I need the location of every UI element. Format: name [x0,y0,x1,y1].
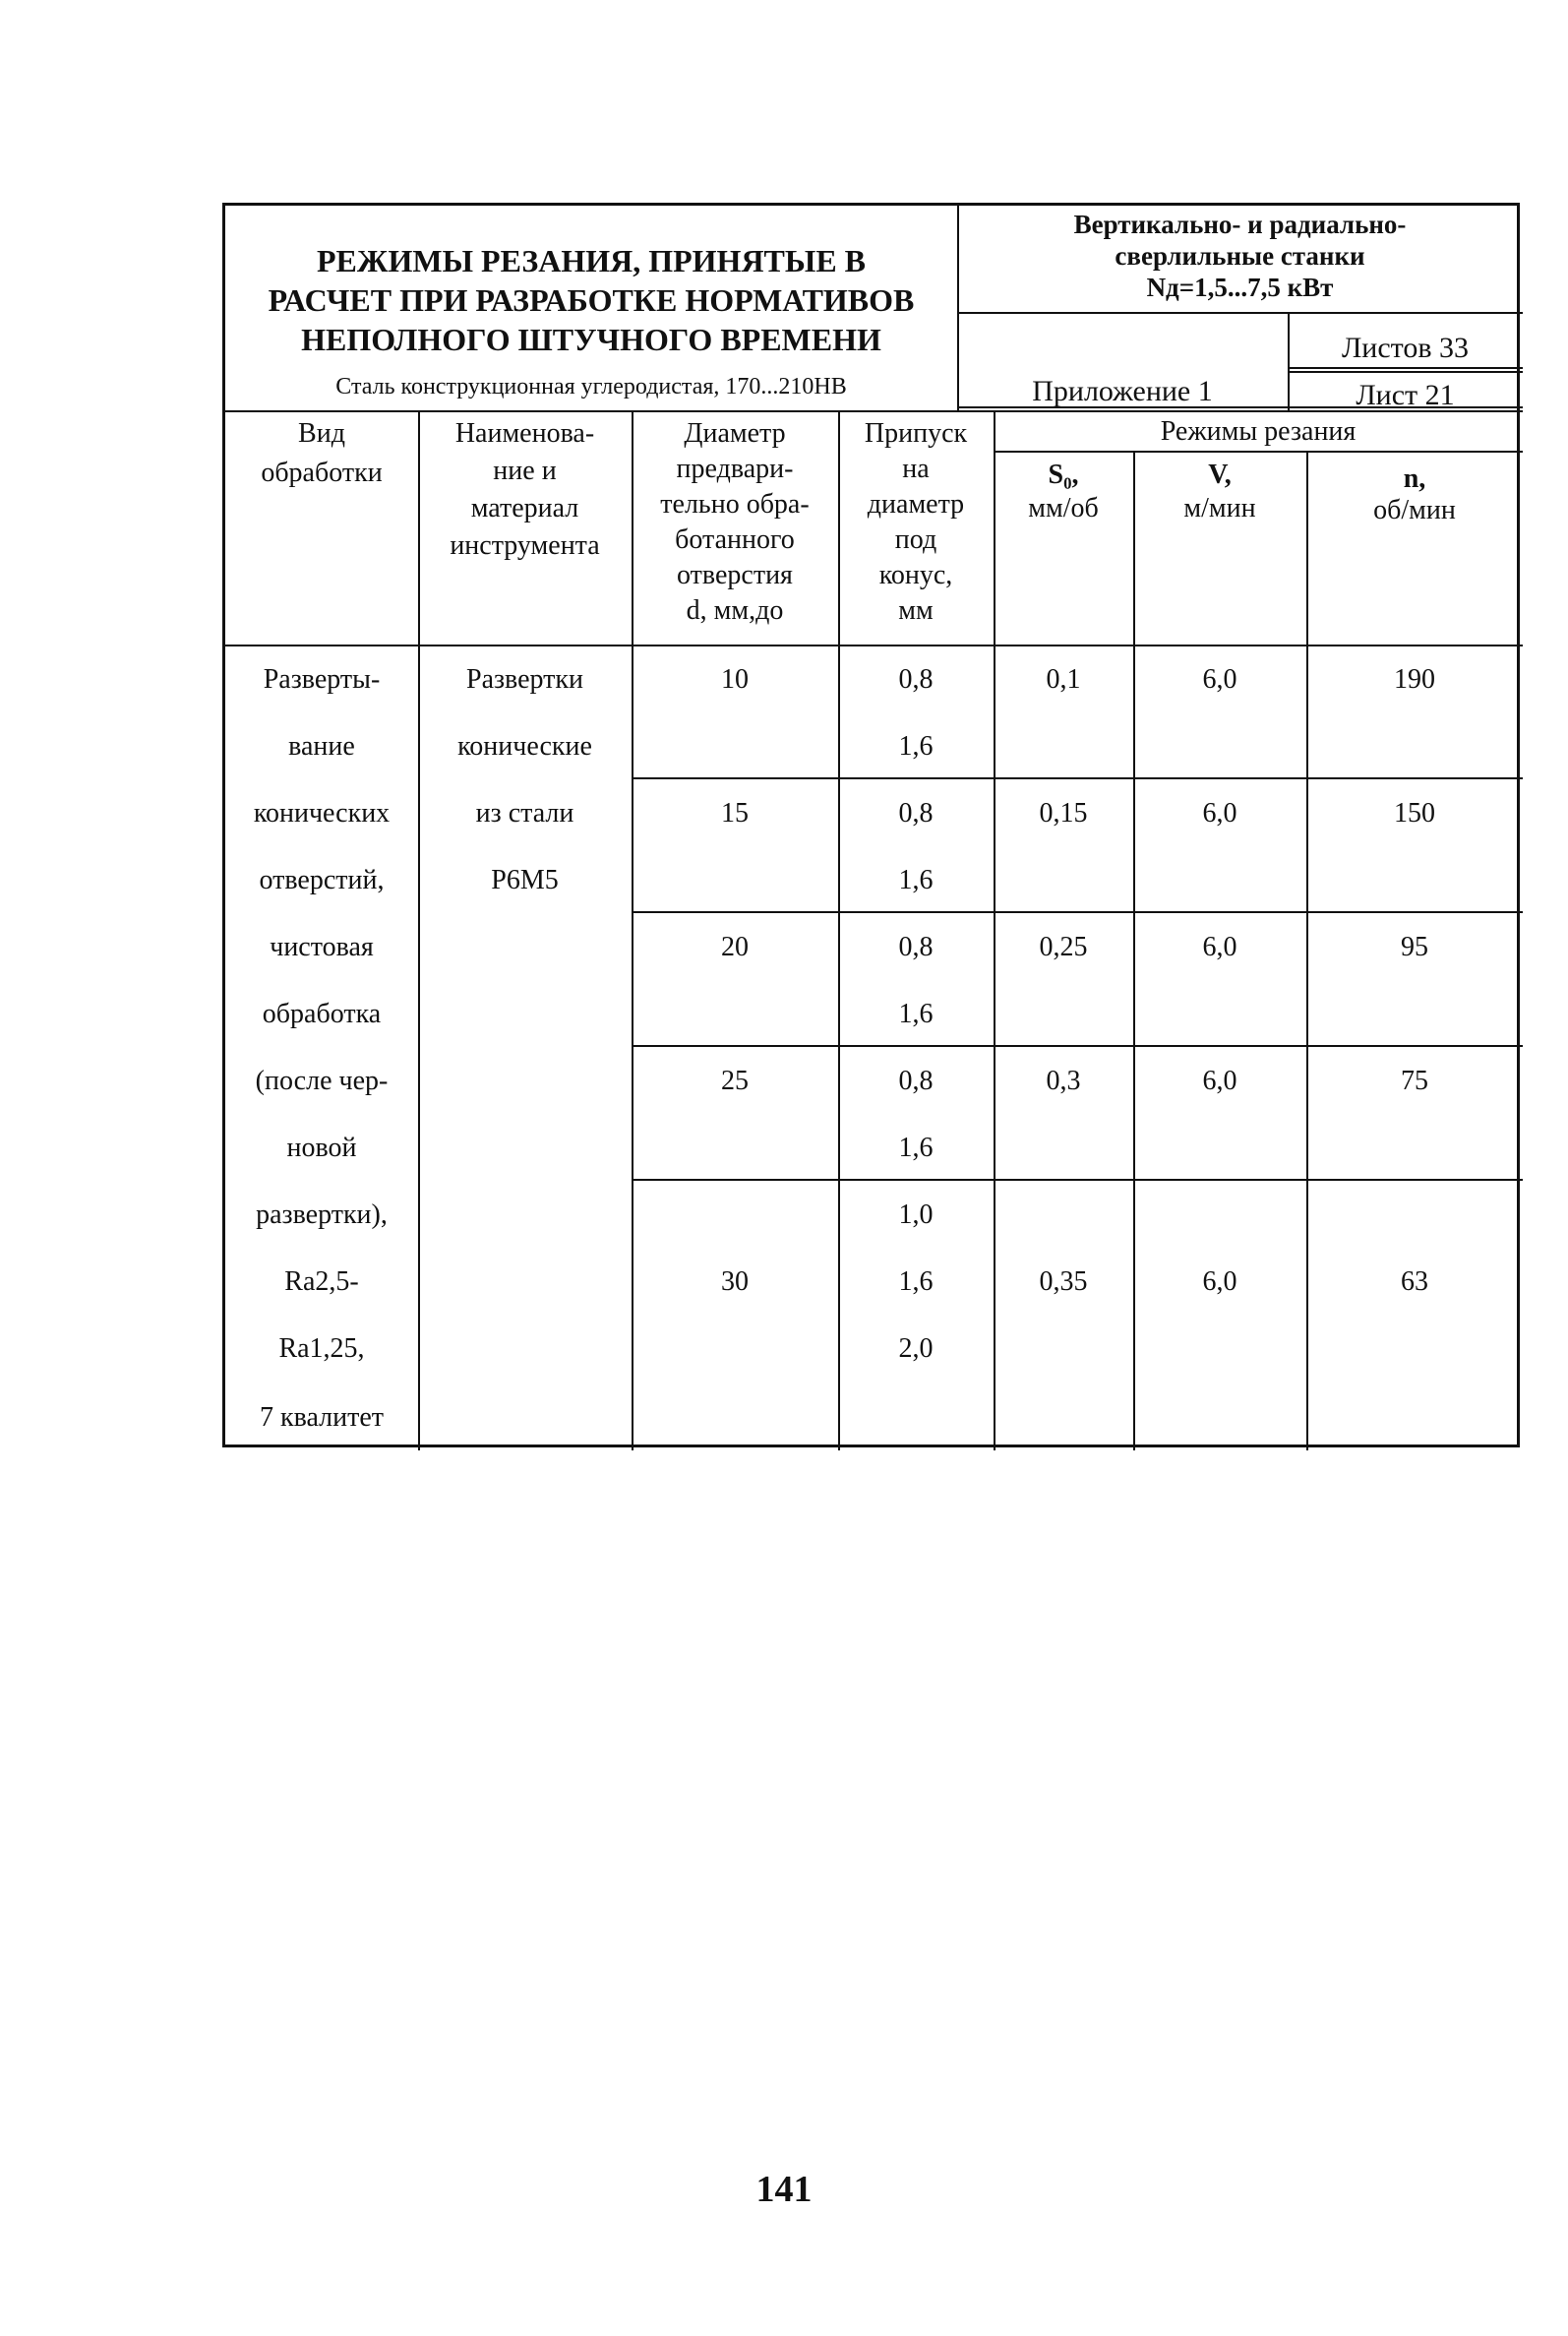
machine-line-1: Вертикально- и радиально- [1073,210,1407,239]
row-separator [632,777,1523,779]
row-diameter: 15 [721,798,749,829]
operation-line: чистовая [270,932,374,962]
column-divider [1306,451,1308,1450]
norms-table [222,203,1520,1447]
col-vid-line-1: Вид [298,418,345,449]
row-s0: 0,3 [1046,1066,1081,1096]
row-separator [632,911,1523,913]
row-v: 6,0 [1202,798,1237,829]
operation-line: Ra1,25, [278,1333,365,1364]
row-v: 6,0 [1202,1066,1237,1096]
column-divider [1133,451,1135,1450]
sheet-number: Лист 21 [1356,379,1455,411]
header-rule [1288,371,1523,373]
header-divider [1288,312,1290,410]
row-s0: 0,25 [1039,932,1088,962]
col-diam-line-6: d, мм,до [686,595,784,626]
col-diam-line-1: Диаметр [684,418,786,449]
row-allowance: 0,8 [898,932,934,962]
row-n: 150 [1394,798,1435,829]
col-tool-line-2: ние и [493,456,557,486]
machine-line-2: сверлильные станки [1115,241,1365,271]
row-allowance: 1,6 [898,1266,934,1297]
sheets-total: Листов 33 [1341,332,1470,364]
row-allowance: 1,6 [898,865,934,895]
col-v-symbol: V, [1208,460,1232,490]
row-s0: 0,35 [1039,1266,1088,1297]
col-tool-line-1: Наименова- [454,418,595,449]
operation-line: (после чер- [255,1066,389,1096]
operation-line: конических [253,798,391,829]
page-number: 141 [755,2169,813,2210]
col-allowance-line-2: на [902,454,930,484]
col-s0-symbol: S₀, [1048,460,1079,490]
col-tool-line-4: инструмента [450,530,600,561]
tool-line: Р6М5 [491,865,559,895]
column-divider [632,410,633,1450]
tool-line: из стали [475,798,574,829]
row-allowance: 1,6 [898,1133,934,1163]
col-vid-line-2: обработки [261,458,383,488]
column-divider [838,410,840,1450]
row-allowance: 1,6 [898,999,934,1029]
col-diam-line-4: ботанного [675,524,795,555]
operation-line: новой [286,1133,357,1163]
cutting-modes-header: Режимы резания [1160,416,1357,447]
row-allowance: 1,0 [898,1199,934,1230]
row-n: 75 [1401,1066,1428,1096]
col-n-unit: об/мин [1373,495,1456,525]
title-line-1: РЕЖИМЫ РЕЗАНИЯ, ПРИНЯТЫЕ В [317,243,866,278]
column-divider [994,410,995,1450]
header-rule [957,406,1523,408]
subheader-rule [994,451,1523,453]
header-rule [1288,367,1523,369]
operation-line: развертки), [256,1199,388,1230]
row-n: 190 [1394,664,1435,695]
appendix-label: Приложение 1 [1032,375,1213,407]
row-diameter: 25 [721,1066,749,1096]
col-diam-line-3: тельно обра- [660,489,810,520]
col-tool-line-3: материал [470,493,579,523]
row-allowance: 2,0 [898,1333,934,1364]
title-line-2: РАСЧЕТ ПРИ РАЗРАБОТКЕ НОРМАТИВОВ [268,282,915,318]
col-allowance-line-1: Припуск [864,418,968,449]
row-diameter: 30 [721,1266,749,1297]
col-s0-unit: мм/об [1028,493,1099,523]
col-v-unit: м/мин [1183,493,1256,523]
column-divider [418,410,420,1450]
row-allowance: 1,6 [898,731,934,762]
row-s0: 0,15 [1039,798,1088,829]
operation-line: 7 квалитет [260,1402,384,1433]
col-allowance-line-6: мм [898,595,934,626]
row-v: 6,0 [1202,664,1237,695]
operation-line: Разверты- [263,664,381,695]
row-s0: 0,1 [1046,664,1081,695]
row-separator [632,1045,1523,1047]
col-allowance-line-4: под [894,524,937,555]
title-subtitle: Сталь конструкционная углеродистая, 170...210НВ [335,374,847,400]
row-v: 6,0 [1202,1266,1237,1297]
header-rule [957,312,1523,314]
title-line-3: НЕПОЛНОГО ШТУЧНОГО ВРЕМЕНИ [301,322,881,357]
tool-line: конические [457,731,592,762]
row-n: 95 [1401,932,1428,962]
row-allowance: 0,8 [898,1066,934,1096]
col-diam-line-5: отверстия [677,560,793,590]
row-allowance: 0,8 [898,664,934,695]
row-separator [632,1179,1523,1181]
col-allowance-line-3: диаметр [867,489,965,520]
col-allowance-line-5: конус, [878,560,953,590]
operation-line: вание [288,731,355,762]
col-n-symbol: n, [1403,463,1426,494]
tool-line: Развертки [466,664,583,695]
row-v: 6,0 [1202,932,1237,962]
machine-power: Nд=1,5...7,5 кВт [1146,273,1334,302]
col-diam-line-2: предвари- [676,454,794,484]
row-allowance: 0,8 [898,798,934,829]
row-n: 63 [1401,1266,1428,1297]
operation-line: отверстий, [259,865,385,895]
row-diameter: 20 [721,932,749,962]
header-divider [957,206,959,410]
row-diameter: 10 [721,664,749,695]
operation-line: обработка [262,999,382,1029]
operation-line: Ra2,5- [284,1266,359,1297]
